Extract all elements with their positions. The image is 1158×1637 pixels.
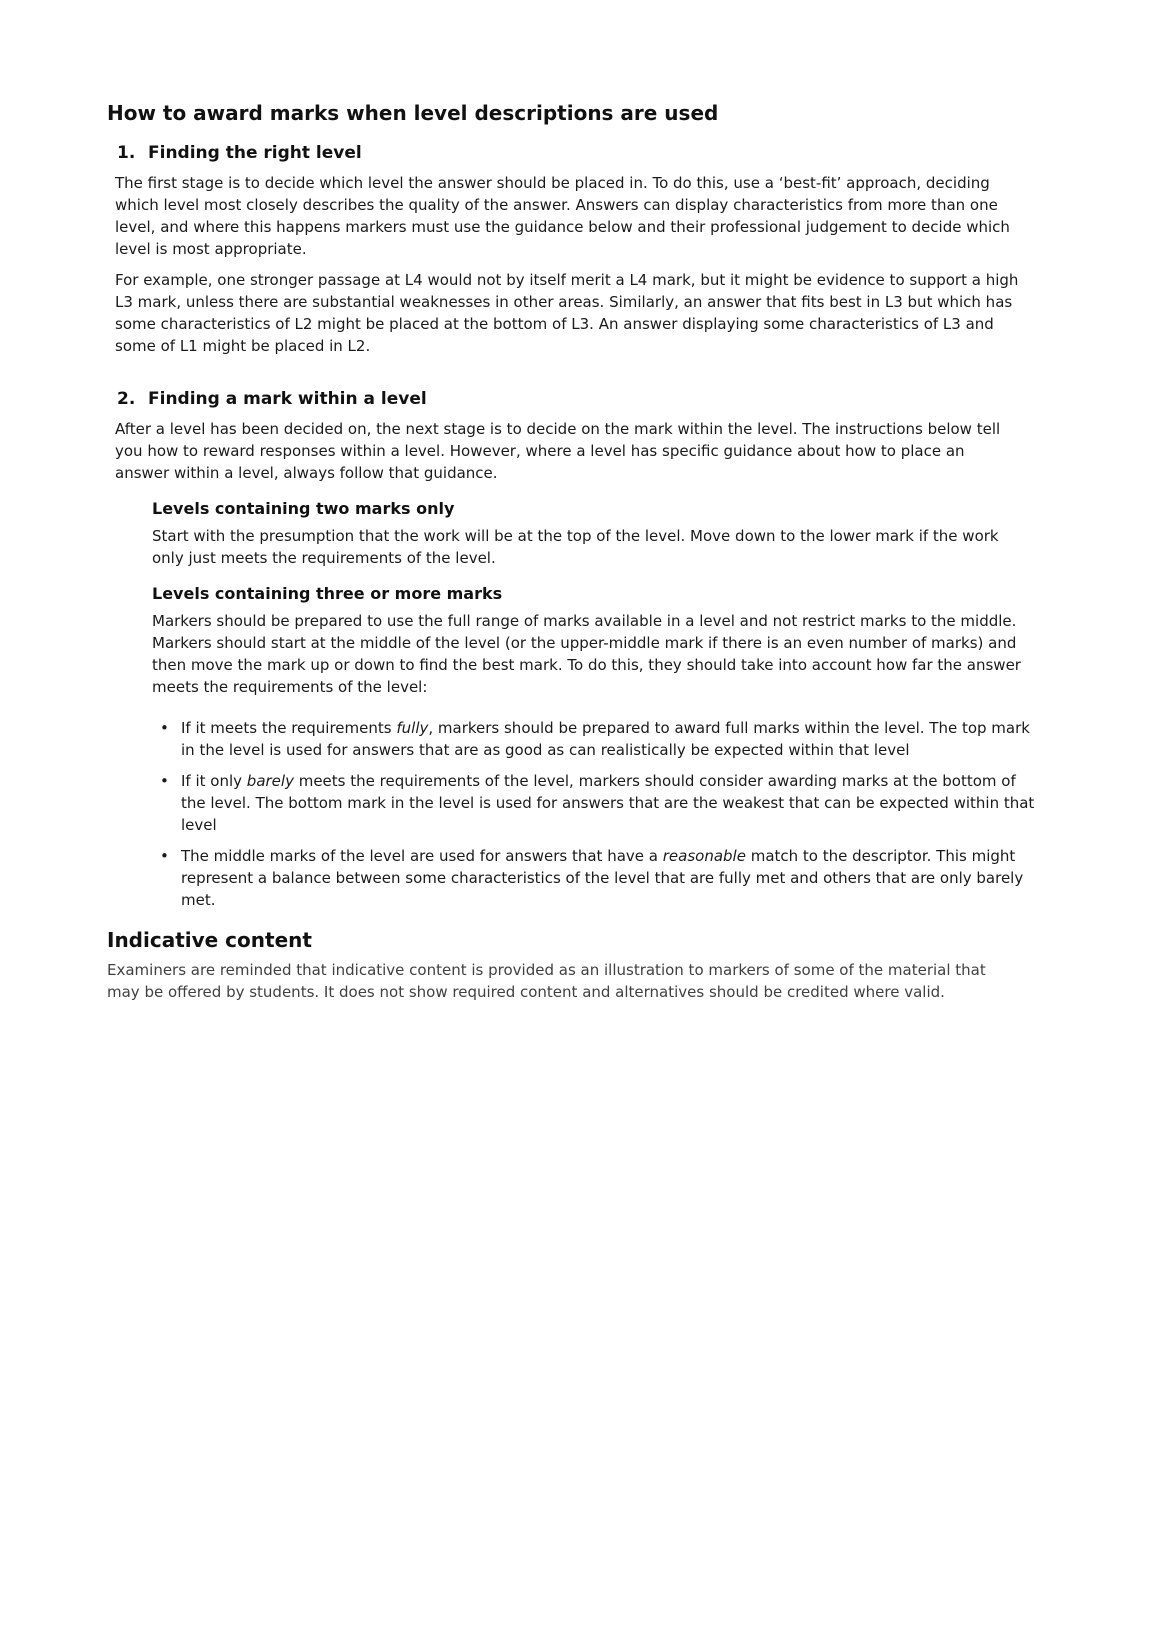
section-2-number: 2. <box>117 389 136 409</box>
section-1-number: 1. <box>117 143 136 163</box>
bullet-marker: • <box>160 772 169 790</box>
bullet-2-text-pre: If it only <box>181 772 247 790</box>
bullet-item-bottom-marks <box>160 770 1036 836</box>
section-finding-right-level <box>107 142 1058 357</box>
bullet-3-text-italic: reasonable <box>662 847 746 865</box>
subsection-three-marks-body: Markers should be prepared to use the full range of marks available in a level and not restrict marks to the middle. Markers should start at the middle of the level (or the upper-middle mark if there is an even number of marks) and then move the mark up or down to find the best mark. To do this, they should take into account how far the answer meets the requirements of the level: <box>152 612 1021 696</box>
bullet-marker: • <box>160 847 169 865</box>
section-2-heading-text: Finding a mark within a level <box>148 389 427 409</box>
bullet-3-text-pre: The middle marks of the level are used for answers that have a <box>181 847 663 865</box>
bullet-3-text-post: match to the descriptor. This might represent a balance between some characteristics of the level that are fully met and others that are only barely met. <box>181 847 1024 909</box>
bullet-1-text-post: , markers should be prepared to award full marks within the level. The top mark in the level is used for answers that are as good as can realistically be expected within that level <box>181 719 1030 759</box>
bullet-2-text-italic: barely <box>246 772 294 790</box>
subsection-three-or-more-marks <box>152 583 1058 698</box>
section-1-paragraph-1: The first stage is to decide which level the answer should be placed in. To do this, use a ‘best-fit’ approach, deciding which level most closely describes the quality of the answer. Answers can display characteristics from more than one level, and where this happens markers must use the guidance below and their professional judgement to decide which level is most appropriate. <box>115 174 1010 258</box>
subsection-two-marks-body: Start with the presumption that the work will be at the top of the level. Move down to the lower mark if the work only just meets the requirements of the level. <box>152 527 999 567</box>
indicative-content-body: Examiners are reminded that indicative content is provided as an illustration to markers of some of the material that may be offered by students. It does not show required content and alternatives should be credited where valid. <box>107 961 986 1001</box>
section-indicative-content <box>107 927 1058 1003</box>
section-1-heading <box>117 142 1058 164</box>
bullet-1-text-pre: If it meets the requirements <box>181 719 397 737</box>
marking-guidance-bullet-list <box>107 717 1058 911</box>
section-2-heading <box>117 388 1058 410</box>
bullet-2-text-post: meets the requirements of the level, markers should consider awarding marks at the bottom of the level. The bottom mark in the level is used for answers that are the weakest that can be expected within that level <box>181 772 1035 834</box>
section-finding-mark-within-level <box>107 388 1058 911</box>
bullet-item-full-marks <box>160 717 1036 761</box>
bullet-item-middle-marks <box>160 845 1036 911</box>
bullet-1-text-italic: fully <box>396 719 429 737</box>
indicative-content-heading: Indicative content <box>107 928 312 952</box>
section-1-paragraph-2: For example, one stronger passage at L4 would not by itself merit a L4 mark, but it might be evidence to support a high L3 mark, unless there are substantial weaknesses in other areas. Similarly, an answer that fits best in L3 but which has some characteristics of L2 might be placed at the bottom of L3. An answer displaying some characteristics of L3 and some of L1 might be placed in L2. <box>115 271 1019 355</box>
subsection-two-marks-only <box>152 498 1058 569</box>
section-2-intro-paragraph: After a level has been decided on, the next stage is to decide on the mark within the level. The instructions below tell you how to reward responses within a level. However, where a level has specific guidance about how to place an answer within a level, always follow that guidance. <box>115 420 1001 482</box>
subsection-two-marks-heading: Levels containing two marks only <box>152 499 455 518</box>
bullet-marker: • <box>160 719 169 737</box>
section-1-heading-text: Finding the right level <box>148 143 362 163</box>
subsection-three-marks-heading: Levels containing three or more marks <box>152 584 503 603</box>
page-title: How to award marks when level descriptions are used <box>107 101 719 125</box>
